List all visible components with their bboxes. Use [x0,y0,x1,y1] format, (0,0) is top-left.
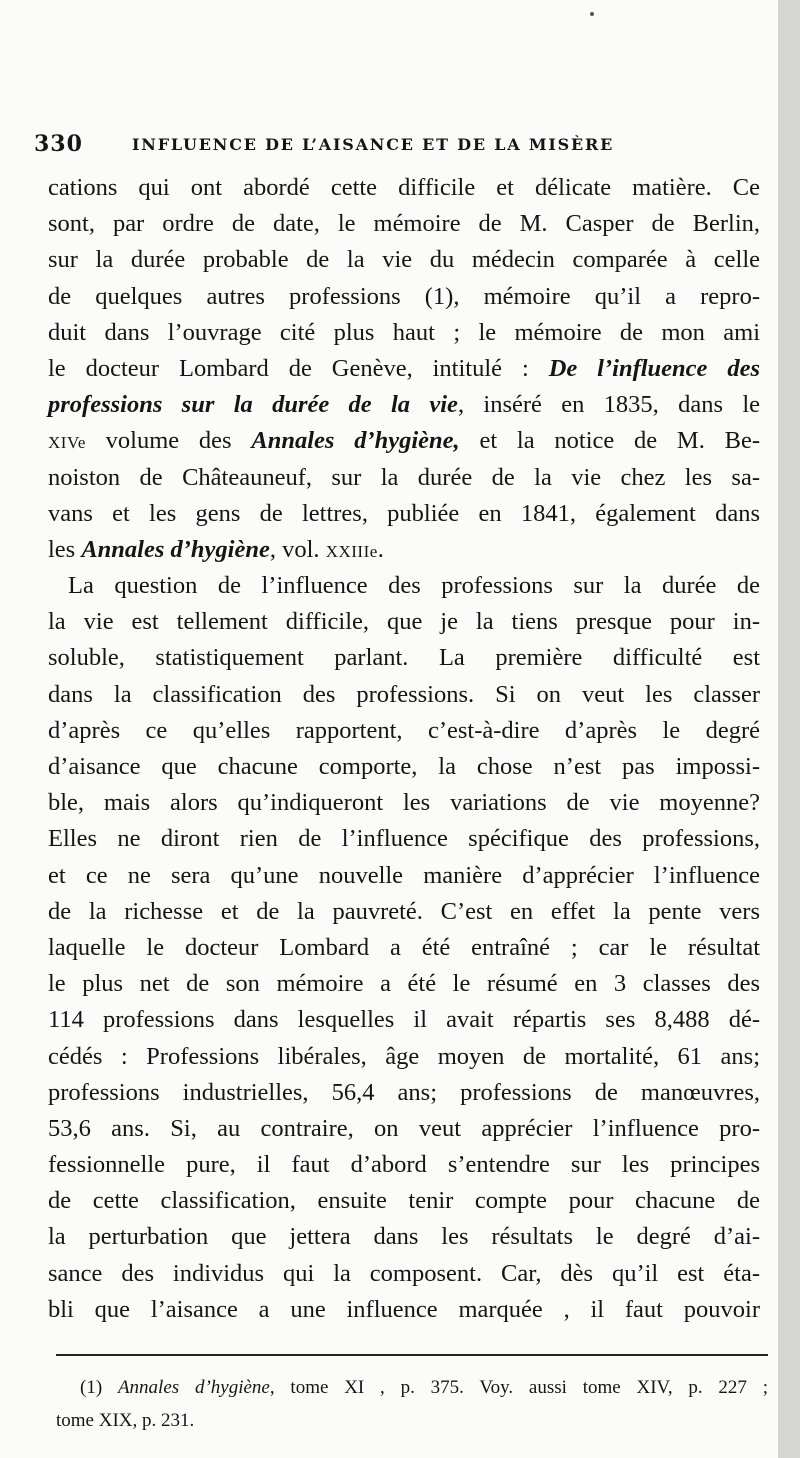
text-line [48,351,760,387]
text-span: La question de l’influence des professions sur la durée de [68,572,760,600]
text-line: Elles ne diront rien de l’influence spécifique des professions, [48,825,760,853]
italic-title: De l’influence des [548,354,760,382]
text-line [48,532,760,568]
text-line: duit dans l’ouvrage cité plus haut ; le mémoire de mon ami [48,318,760,346]
text-line: de cette classification, ensuite tenir compte pour chacune de [48,1187,760,1215]
text-span: et la notice de M. Be- [459,427,760,455]
running-title: INFLUENCE DE L’AISANCE ET DE LA MISÈRE [132,135,615,154]
italic-title: Annales d’hygiène [81,535,270,563]
text-line: ble, mais alors qu’indiqueront les variations de vie moyenne? [48,789,760,817]
text-line: d’après ce qu’elles rapportent, c’est-à-dire d’après le degré [48,716,760,744]
text-line [48,568,760,604]
text-span: volume des [85,427,252,455]
page-spine-shadow [778,0,800,1458]
text-line: bli que l’aisance a une influence marquée , il faut pouvoir [48,1295,760,1323]
italic-title: Annales d’hygiène, [251,427,460,455]
page-number: 330 [34,131,83,157]
text-line: 53,6 ans. Si, au contraire, on veut apprécier l’influence pro- [48,1114,760,1142]
italic-title: professions sur la durée de la vie [48,391,458,419]
footnote-title: Annales d’hygiène [117,1377,270,1398]
ink-speck [590,12,594,16]
text-line: vans et les gens de lettres, publiée en 1841, également dans [48,499,760,527]
running-head [34,131,756,157]
text-line: sance des individus qui la composent. Car, dès qu’il est éta- [48,1259,760,1287]
text-span: le docteur Lombard de Genève, intitulé : [48,354,529,382]
text-line: la perturbation que jettera dans les résultats le degré d’ai- [48,1223,760,1251]
footnote-marker: (1) [80,1377,103,1398]
text-line: laquelle le docteur Lombard a été entraîné ; car le résultat [48,933,760,961]
text-line: le plus net de son mémoire a été le résumé en 3 classes des [48,970,760,998]
text-line: dans la classification des professions. Si on veut les classer [48,680,760,708]
footnote-line: tome XIX, p. 231. [56,1410,195,1431]
roman-numeral: XXIIIe [325,541,378,561]
text-line [48,387,760,423]
text-span: , vol. [269,535,326,563]
text-line: 114 professions dans lesquelles il avait répartis ses 8,488 dé- [48,1006,760,1034]
text-line: cations qui ont abordé cette difficile et délicate matière. Ce [48,174,760,201]
text-line: sur la durée probable de la vie du médecin comparée à celle [48,246,760,274]
footnote [56,1371,768,1437]
text-span: , inséré en 1835, dans le [457,391,761,419]
text-line: de la richesse et de la pauvreté. C’est en effet la pente vers [48,897,760,925]
text-line: sont, par ordre de date, le mémoire de M. Casper de Berlin, [48,210,760,238]
text-line: de quelques autres professions (1), mémoire qu’il a repro- [48,282,760,310]
text-line: fessionnelle pure, il faut d’abord s’entendre sur les principes [48,1151,760,1179]
footnote-text: , tome XI , p. 375. Voy. aussi tome XIV, p. 227 ; [269,1377,768,1398]
text-line: cédés : Professions libérales, âge moyen de mortalité, 61 ans; [48,1042,760,1070]
footnote-rule [56,1354,768,1356]
text-line: la vie est tellement difficile, que je la tiens presque pour in- [48,608,760,636]
text-line: soluble, statistiquement parlant. La première difficulté est [48,644,760,672]
text-line: d’aisance que chacune comporte, la chose n’est pas impossi- [48,753,760,780]
roman-numeral: XIVe [48,433,86,453]
text-line [48,423,760,459]
text-line: noiston de Châteauneuf, sur la durée de la vie chez les sa- [48,463,760,491]
body-text [48,170,760,1328]
footnote-line [56,1371,768,1404]
text-span: . [377,535,384,563]
text-line: professions industrielles, 56,4 ans; professions de manœuvres, [48,1078,760,1106]
text-span: les [48,535,82,563]
text-line: et ce ne sera qu’une nouvelle manière d’apprécier l’influence [48,861,760,889]
